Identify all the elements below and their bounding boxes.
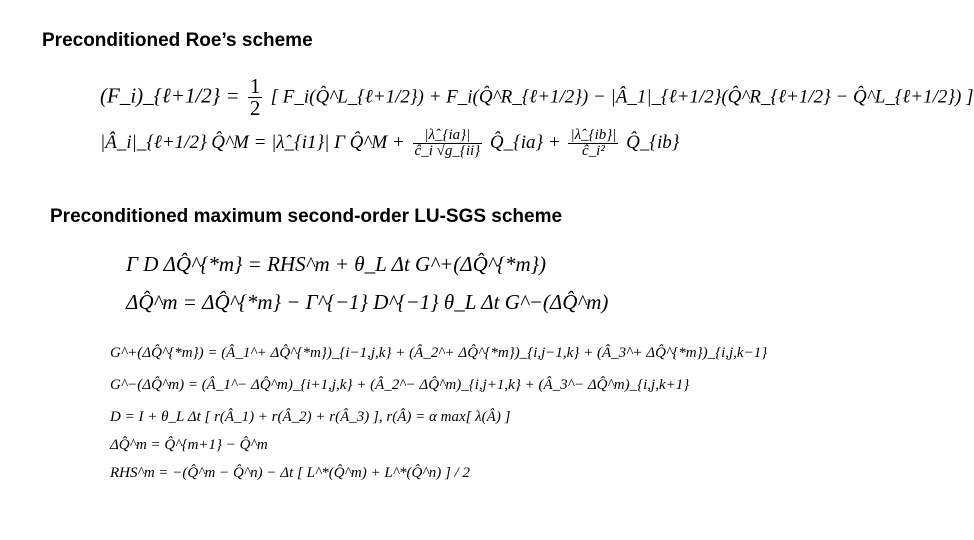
heading-roe-scheme: Preconditioned Roe’s scheme: [42, 30, 313, 51]
fraction-numerator: |λ̂_{ia}|: [413, 128, 483, 144]
one-half-fraction: [248, 76, 263, 119]
equation-g-minus: G^−(ΔQ̂^m) = (Â_1^− ΔQ̂^m)_{i+1,j,k} + (Â_2^− ΔQ̂^m)_{i,j+1,k} + (Â_3^− ΔQ̂^m)_{i,j,k+1}: [110, 377, 690, 393]
roe-dissipation-mid: Q̂_{ia} +: [489, 131, 561, 153]
roe-flux-lhs: (F_i)_{ℓ+1/2} =: [100, 83, 240, 108]
equation-delta-q: ΔQ̂^m = Q̂^{m+1} − Q̂^m: [110, 437, 268, 453]
fraction-numerator: |λ̂_{ib}|: [570, 127, 617, 143]
lambda-ia-fraction: [413, 128, 483, 159]
equation-g-plus: G^+(ΔQ̂^{*m}) = (Â_1^+ ΔQ̂^{*m})_{i−1,j,k} + (Â_2^+ ΔQ̂^{*m})_{i,j−1,k} + (Â_3^+ ΔQ̂^{*m})_{i,j,k−1}: [110, 345, 768, 361]
equation-roe-dissipation: [100, 128, 679, 159]
equation-rhs-definition: RHS^m = −(Q̂^m − Q̂^n) − Δt [ L^*(Q̂^m) + L^*(Q̂^n) ] / 2: [110, 465, 470, 481]
equation-lusgs-forward-sweep: Γ D ΔQ̂^{*m} = RHS^m + θ_L Δt G^+(ΔQ̂^{*m}): [126, 252, 547, 276]
fraction-denominator: ĉ_i²: [582, 143, 605, 159]
roe-dissipation-lhs: |Â_i|_{ℓ+1/2} Q̂^M = |λ̂_{i1}| Γ Q̂^M +: [100, 131, 405, 153]
roe-dissipation-tail: Q̂_{ib}: [626, 131, 680, 153]
heading-lusgs-scheme: Preconditioned maximum second-order LU-SGS scheme: [50, 206, 563, 227]
lambda-ib-fraction: [568, 128, 618, 159]
equation-roe-flux: [100, 76, 974, 119]
equation-lusgs-backward-sweep: ΔQ̂^m = ΔQ̂^{*m} − Γ^{−1} D^{−1} θ_L Δt G^−(ΔQ̂^m): [126, 290, 609, 314]
fraction-numerator: 1: [249, 74, 261, 98]
roe-flux-rhs: [ F_i(Q̂^L_{ℓ+1/2}) + F_i(Q̂^R_{ℓ+1/2}) − |Â_1|_{ℓ+1/2}(Q̂^R_{ℓ+1/2} − Q̂^L_{ℓ+1/2}) ]: [270, 86, 974, 108]
fraction-denominator: ĉ_i √g_{ii}: [414, 143, 481, 159]
fraction-denominator: 2: [249, 96, 261, 120]
equation-d-definition: D = I + θ_L Δt [ r(Â_1) + r(Â_2) + r(Â_3) ], r(Â) = α max[ λ(Â) ]: [110, 409, 511, 425]
